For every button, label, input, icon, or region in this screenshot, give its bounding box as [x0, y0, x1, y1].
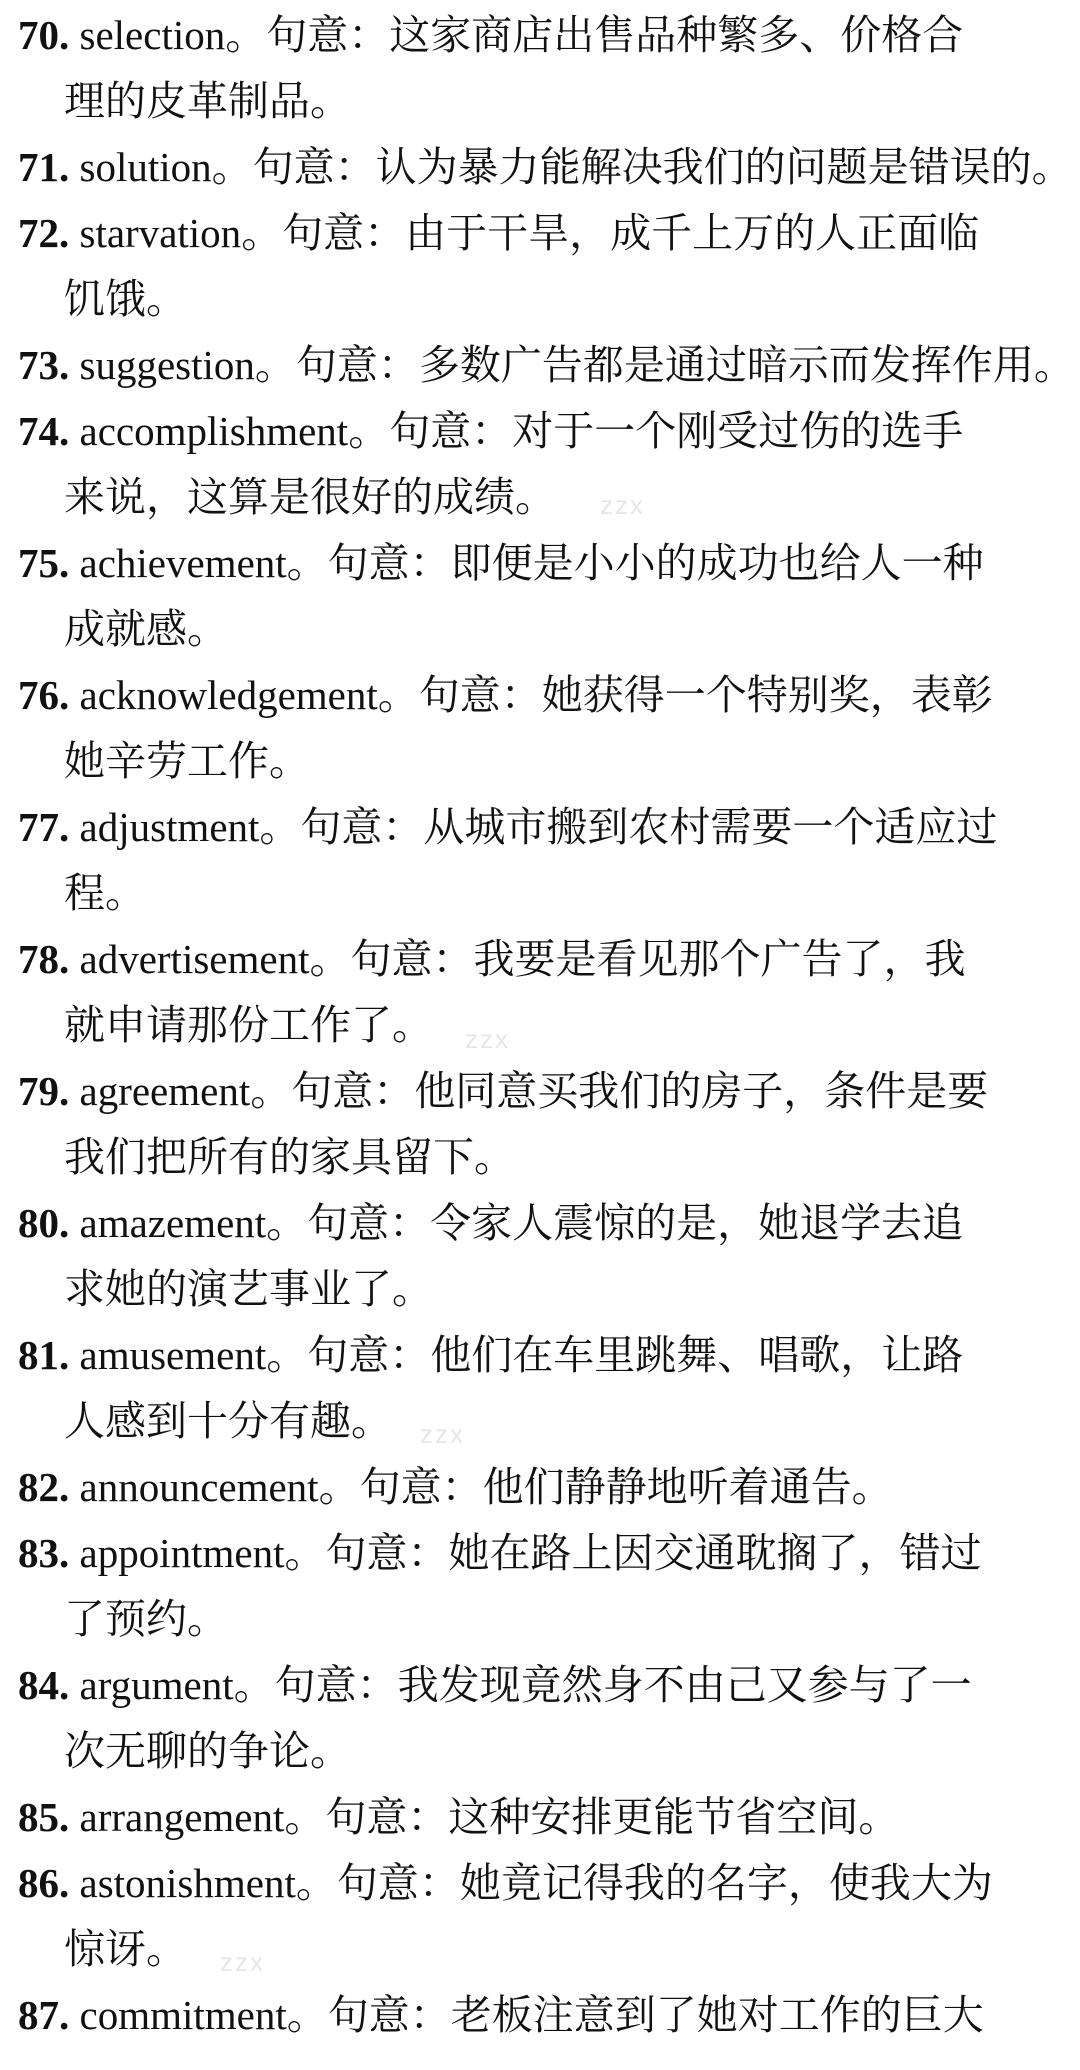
entry-number: 75. [18, 540, 70, 586]
entry-word: astonishment [79, 1860, 296, 1906]
entry-sentence: 。句意：这种安排更能节省空间。 [284, 1794, 900, 1840]
entry-number: 82. [18, 1464, 70, 1510]
entry-84 [18, 1652, 1068, 1784]
entry-sentence: 。句意：我发现竟然身不由己又参与了一 [233, 1662, 972, 1708]
entry-77 [18, 794, 1068, 926]
entry-number: 80. [18, 1200, 70, 1246]
entry-80 [18, 1190, 1068, 1322]
entry-word: commitment [79, 1992, 287, 2038]
entry-word: acknowledgement [79, 672, 378, 718]
entry-number: 73. [18, 342, 70, 388]
entry-number: 77. [18, 804, 70, 850]
entry-71 [18, 134, 1073, 200]
entry-sentence: 。句意：我要是看见那个广告了，我 [309, 936, 966, 982]
entry-sentence: 。句意：认为暴力能解决我们的问题是错误的。 [211, 144, 1073, 190]
entry-70 [18, 2, 1068, 134]
entry-word: starvation [79, 210, 242, 256]
entry-word: agreement [79, 1068, 251, 1114]
entry-sentence: 。句意：他同意买我们的房子，条件是要 [250, 1068, 989, 1114]
entry-word: amazement [79, 1200, 267, 1246]
entry-sentence-continued: 她辛劳工作。 [64, 738, 310, 784]
entry-sentence-continued: 理的皮革制品。 [64, 78, 351, 124]
entry-sentence: 。句意：即便是小小的成功也给人一种 [286, 540, 984, 586]
entry-sentence: 。句意：这家商店出售品种繁多、价格合 [225, 12, 964, 58]
entry-73 [18, 332, 1075, 398]
entry-81 [18, 1322, 1068, 1454]
entry-sentence: 。句意：多数广告都是通过暗示而发挥作用。 [254, 342, 1075, 388]
entry-word: appointment [79, 1530, 285, 1576]
entry-sentence: 。句意：老板注意到了她对工作的巨大 [286, 1992, 984, 2038]
entry-word: suggestion [79, 342, 255, 388]
entry-number: 79. [18, 1068, 70, 1114]
watermark: zzx [465, 1024, 510, 1054]
entry-sentence-continued: 次无聊的争论。 [64, 1728, 351, 1774]
entry-sentence-continued: 我们把所有的家具留下。 [64, 1134, 515, 1180]
entry-76 [18, 662, 1068, 794]
entry-sentence-continued: 求她的演艺事业了。 [64, 1266, 433, 1312]
entry-72 [18, 200, 1068, 332]
entry-sentence-continued: 就申请那份工作了。 [64, 1002, 433, 1048]
watermark: zzx [420, 1419, 465, 1449]
entry-82 [18, 1454, 1068, 1520]
entry-sentence: 。句意：她竟记得我的名字，使我大为 [295, 1860, 993, 1906]
entry-number: 78. [18, 936, 70, 982]
entry-sentence: 。句意：对于一个刚受过伤的选手 [348, 408, 964, 454]
watermark: zzx [220, 1947, 265, 1977]
entry-number: 87. [18, 1992, 70, 2038]
entry-word: announcement [79, 1464, 319, 1510]
entry-sentence: 。句意：他们静静地听着通告。 [318, 1464, 893, 1510]
entry-sentence-continued: 了预约。 [64, 1596, 228, 1642]
entry-85 [18, 1784, 1068, 1850]
entry-sentence: 。句意：她获得一个特别奖，表彰 [377, 672, 993, 718]
entry-sentence-continued: 程。 [64, 870, 146, 916]
entry-sentence-continued: 人感到十分有趣。 [64, 1398, 392, 1444]
entry-word: selection [79, 12, 226, 58]
entry-sentence-continued: 惊讶。 [64, 1926, 187, 1972]
entry-number: 84. [18, 1662, 70, 1708]
entry-75 [18, 530, 1068, 662]
entry-sentence-continued: 成就感。 [64, 606, 228, 652]
entry-sentence-continued: 饥饿。 [64, 276, 187, 322]
entry-number: 86. [18, 1860, 70, 1906]
entry-word: amusement [79, 1332, 267, 1378]
entry-number: 74. [18, 408, 70, 454]
entry-number: 71. [18, 144, 70, 190]
entry-sentence: 。句意：令家人震惊的是，她退学去追 [266, 1200, 964, 1246]
entry-word: solution [79, 144, 212, 190]
entry-word: accomplishment [79, 408, 349, 454]
entry-86 [18, 1850, 1068, 1982]
entry-word: argument [79, 1662, 234, 1708]
entry-number: 70. [18, 12, 70, 58]
entry-sentence-continued: 来说，这算是很好的成绩。 [64, 474, 556, 520]
watermark: zzx [600, 490, 645, 520]
entry-word: adjustment [79, 804, 260, 850]
entry-87 [18, 1982, 1068, 2048]
entry-83 [18, 1520, 1068, 1652]
entry-sentence: 。句意：他们在车里跳舞、唱歌，让路 [266, 1332, 964, 1378]
entry-number: 81. [18, 1332, 70, 1378]
entry-number: 76. [18, 672, 70, 718]
entry-word: advertisement [79, 936, 310, 982]
entry-number: 83. [18, 1530, 70, 1576]
entry-sentence: 。句意：从城市搬到农村需要一个适应过 [259, 804, 998, 850]
entry-number: 72. [18, 210, 70, 256]
entry-79 [18, 1058, 1068, 1190]
entry-74 [18, 398, 1068, 530]
entry-78 [18, 926, 1068, 1058]
entry-number: 85. [18, 1794, 70, 1840]
entry-word: arrangement [79, 1794, 285, 1840]
entry-sentence: 。句意：她在路上因交通耽搁了，错过 [284, 1530, 982, 1576]
entry-sentence: 。句意：由于干旱，成千上万的人正面临 [241, 210, 980, 256]
entry-word: achievement [79, 540, 287, 586]
